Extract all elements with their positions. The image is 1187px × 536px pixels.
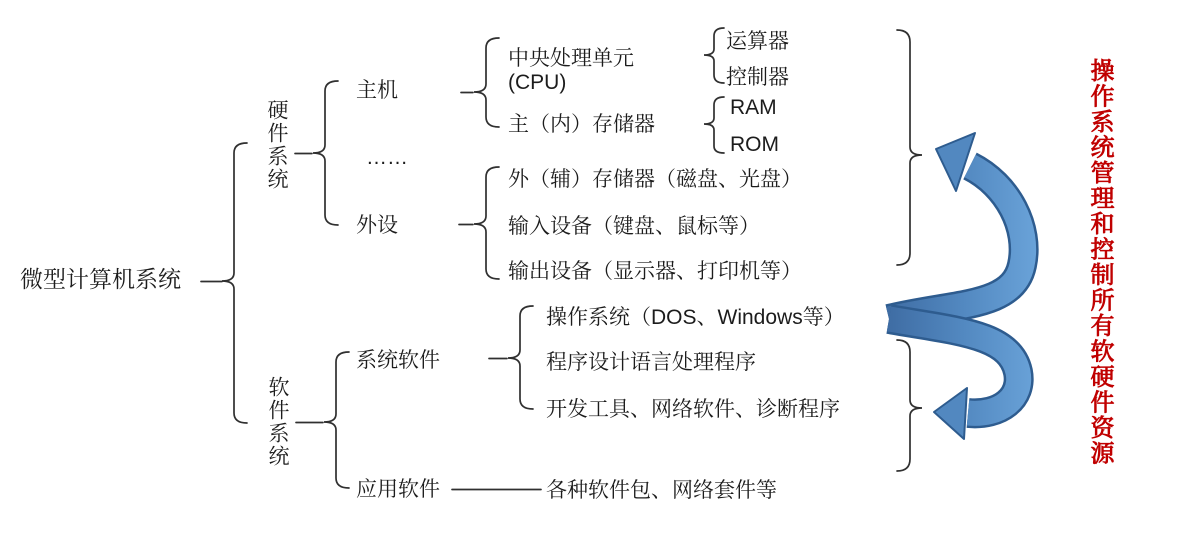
arrow-down-head [934, 388, 967, 439]
peripherals-label: 外设 [356, 214, 398, 237]
bracket-software-group [897, 340, 922, 471]
brace-host-children [474, 38, 499, 127]
brace-hardware-children [313, 81, 338, 225]
ram-label: RAM [730, 96, 777, 119]
root-node-label: 微型计算机系统 [20, 266, 181, 292]
language-processors-label: 程序设计语言处理程序 [546, 351, 756, 374]
system-software-label: 系统软件 [356, 349, 440, 372]
dev-tools-label: 开发工具、网络软件、诊断程序 [546, 398, 840, 421]
brace-software-children [324, 352, 349, 488]
main-memory-label: 主（内）存储器 [508, 113, 655, 136]
alu-label: 运算器 [726, 30, 789, 53]
brace-peripherals-children [474, 167, 499, 279]
os-control-annotation: 操作系统管理和控制所有软硬件资源 [1086, 58, 1113, 466]
brace-system-software-children [508, 306, 533, 409]
rom-label: ROM [730, 133, 779, 156]
software-system-label: 软件系统 [266, 376, 289, 468]
brace-root [222, 143, 247, 423]
output-devices-label: 输出设备（显示器、打印机等） [508, 260, 802, 283]
application-software-label: 应用软件 [356, 478, 440, 501]
input-devices-label: 输入设备（键盘、鼠标等） [508, 215, 760, 238]
bracket-hardware-group [897, 30, 922, 265]
external-storage-label: 外（辅）存储器（磁盘、光盘） [508, 168, 802, 191]
operating-system-label: 操作系统（DOS、Windows等） [546, 306, 845, 329]
cpu-name: 中央处理单元 [508, 47, 634, 70]
host-label: 主机 [356, 79, 398, 102]
brace-memory-children [704, 97, 724, 153]
controller-label: 控制器 [726, 66, 789, 89]
hardware-system-label: 硬件系统 [265, 99, 288, 191]
cpu-abbr: (CPU) [508, 71, 567, 94]
software-packages-label: 各种软件包、网络套件等 [546, 479, 777, 502]
cpu-label [508, 47, 634, 95]
ellipsis-label: …… [366, 146, 408, 169]
brace-cpu-children [704, 28, 724, 83]
